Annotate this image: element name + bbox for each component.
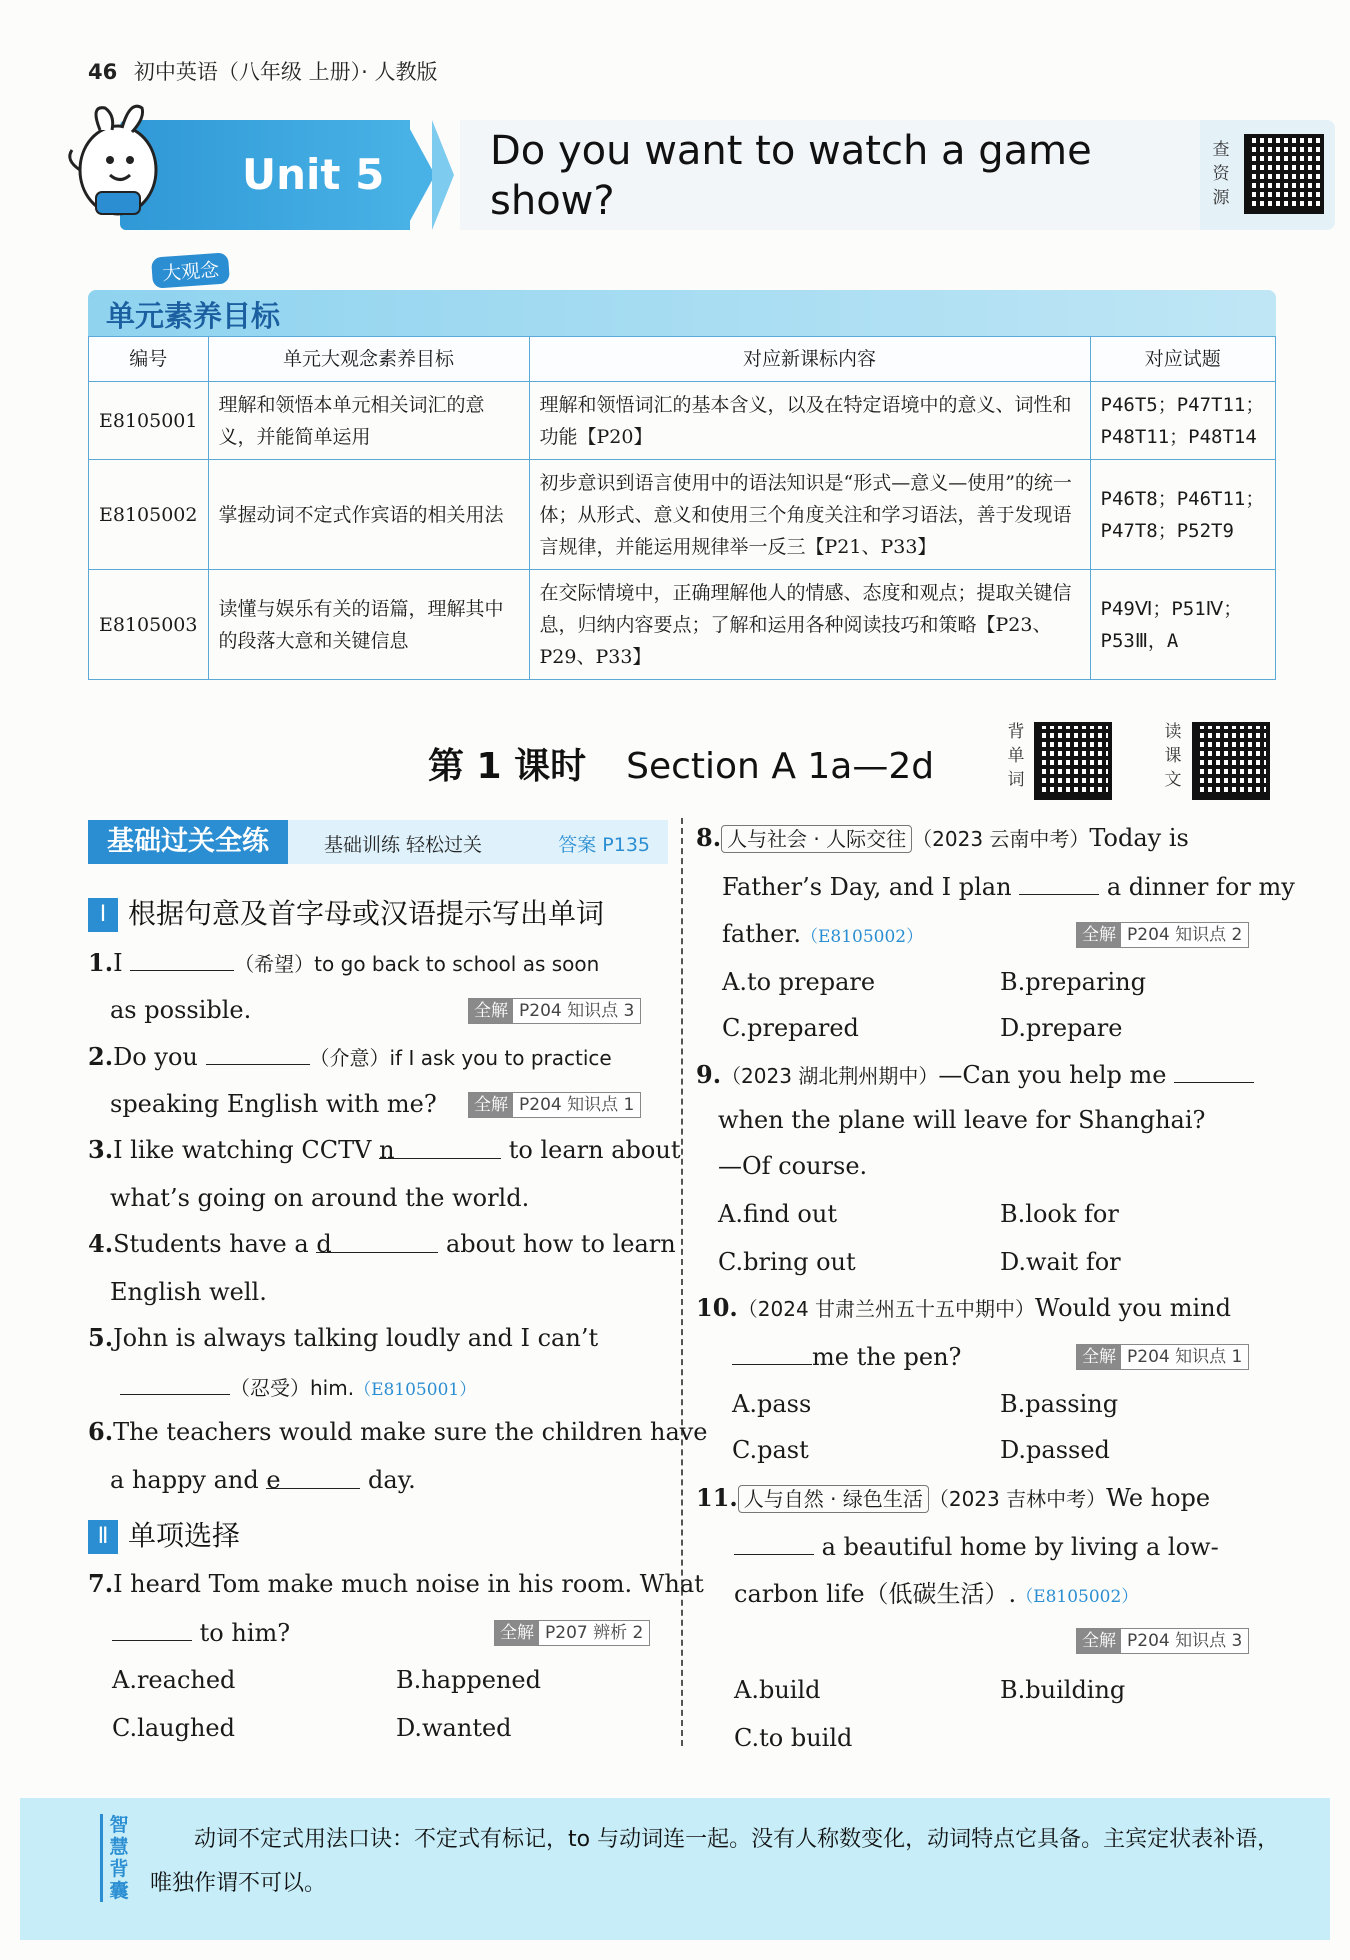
part-number: Ⅰ (88, 898, 118, 932)
option-a[interactable]: A.find out (718, 1200, 837, 1228)
qr-code-icon[interactable] (1192, 722, 1270, 800)
question-text: Would you mind (1035, 1294, 1231, 1322)
question-text: carbon life（低碳生活）. (734, 1580, 1017, 1608)
question-4 (88, 1228, 676, 1260)
question-text: to learn about (508, 1136, 681, 1164)
question-7-cont (112, 1616, 290, 1649)
item-refs: P46T8；P46T11；P47T8；P52T9 (1090, 460, 1276, 570)
option-b[interactable]: B.look for (1000, 1200, 1119, 1228)
question-3-cont: what’s going on around the world. (110, 1184, 530, 1212)
reference-tag (1076, 1344, 1249, 1370)
drill-tag: 基础过关全练 (88, 820, 288, 864)
egg-mascot-icon (60, 100, 170, 230)
question-8-cont (722, 870, 1295, 903)
question-number: 8. (696, 823, 722, 852)
question-source: （2024 甘肃兰州五十五中期中） (737, 1297, 1036, 1321)
reference-key: 全解 (1077, 923, 1121, 947)
question-source: （2023 湖北荆州期中） (721, 1064, 939, 1088)
reference-tag (494, 1620, 650, 1646)
reference-key: 全解 (469, 999, 513, 1023)
question-9 (696, 1058, 1254, 1092)
lesson-section: Section A 1a—2d (626, 746, 935, 787)
drill-answer-ref: 答案 P135 (558, 834, 650, 856)
question-number: 2. (88, 1042, 114, 1071)
topic-tag: 人与社会 · 人际交往 (721, 825, 912, 853)
question-text: a happy and (110, 1466, 259, 1494)
initial-letter: n (379, 1136, 395, 1164)
goals-tag: 大观念 (151, 252, 230, 288)
table-row (89, 570, 1276, 680)
col-header: 编号 (89, 337, 209, 382)
tip-text: 动词不定式用法口诀：不定式有标记，to 与动词连一起。没有人称数变化，动词特点它具备。主宾定状表补语，唯独作谓不可以。 (150, 1827, 1280, 1896)
reference-tag (1076, 1628, 1249, 1654)
question-text: Students have a (113, 1230, 309, 1258)
option-c[interactable]: C.laughed (112, 1714, 235, 1742)
tip-label: 智慧背囊 (100, 1814, 131, 1902)
question-11-cont (734, 1578, 1138, 1613)
col-header: 单元大观念素养目标 (208, 337, 529, 382)
part-number: Ⅱ (88, 1520, 118, 1554)
goal-code: E8105003 (89, 570, 209, 680)
goals-table (88, 336, 1276, 680)
lesson-title (428, 738, 934, 789)
question-8 (696, 822, 1189, 855)
qr-label: 背单词 (1007, 722, 1025, 790)
part-title: 单项选择 (128, 1519, 241, 1552)
drill-subtitle: 基础训练 轻松过关 (324, 834, 483, 856)
answer-blank[interactable] (130, 946, 234, 971)
initial-letter: e (266, 1466, 281, 1494)
question-5 (88, 1322, 598, 1354)
question-text: father. (722, 920, 801, 948)
question-4-cont: English well. (110, 1278, 267, 1306)
question-9-cont: when the plane will leave for Shanghai? (718, 1106, 1206, 1134)
goal-text: 理解和领悟本单元相关词汇的意义，并能简单运用 (208, 382, 529, 460)
qr-label: 读课文 (1164, 722, 1182, 790)
option-c[interactable]: C.prepared (722, 1014, 859, 1042)
option-c[interactable]: C.to build (734, 1724, 853, 1752)
standard-text: 理解和领悟词汇的基本含义，以及在特定语境中的意义、词性和功能【P20】 (529, 382, 1090, 460)
question-number: 7. (88, 1569, 114, 1598)
qr-label: 查资源 (1212, 140, 1230, 208)
option-b[interactable]: B.happened (396, 1666, 541, 1694)
question-5-cont (120, 1370, 476, 1406)
option-c[interactable]: C.past (732, 1436, 809, 1464)
option-d[interactable]: D.wanted (396, 1714, 512, 1742)
objective-code: （E8105002） (1016, 1587, 1139, 1607)
goal-text: 掌握动词不定式作宾语的相关用法 (208, 460, 529, 570)
question-text: We hope (1106, 1484, 1211, 1512)
reference-key: 全解 (469, 1093, 513, 1117)
chevron-icon (405, 120, 435, 230)
unit-banner (60, 120, 1275, 238)
unit-title-box (460, 120, 1200, 230)
lesson-number: 第 1 课时 (428, 746, 587, 787)
reference-value: P204 知识点 1 (519, 1095, 635, 1115)
question-text: Today is (1089, 824, 1189, 852)
question-text: Do you (113, 1043, 198, 1071)
initial-letter: d (316, 1230, 332, 1258)
reference-tag (468, 998, 641, 1024)
page-number: 46 (88, 60, 118, 84)
question-number: 11. (696, 1483, 738, 1512)
question-7 (88, 1568, 704, 1600)
goals-header (88, 290, 1276, 336)
item-refs: P49Ⅵ；P51Ⅳ；P53Ⅲ，A (1090, 570, 1276, 680)
table-row (89, 382, 1276, 460)
question-1-cont: as possible. (110, 996, 252, 1024)
question-text: I like watching CCTV (113, 1136, 372, 1164)
option-a[interactable]: A.reached (112, 1666, 236, 1694)
book-title: 初中英语（八年级 上册）· 人教版 (133, 60, 438, 84)
question-number: 1. (88, 948, 114, 977)
question-text: a dinner for my (1106, 873, 1295, 901)
qr-code-icon[interactable] (1244, 134, 1324, 214)
question-text: （希望）to go back to school as soon (234, 952, 600, 976)
answer-blank[interactable] (732, 1340, 812, 1365)
reference-key: 全解 (1077, 1345, 1121, 1369)
question-10 (696, 1292, 1231, 1325)
question-number: 5. (88, 1323, 114, 1352)
question-text: a beautiful home by living a low- (821, 1533, 1219, 1561)
question-text: —Can you help me (938, 1061, 1167, 1089)
question-2 (88, 1040, 612, 1074)
wisdom-tip-box (20, 1798, 1330, 1940)
answer-blank[interactable] (1174, 1058, 1254, 1083)
col-header: 对应试题 (1090, 337, 1276, 382)
question-8-cont (722, 918, 923, 953)
option-d[interactable]: D.prepare (1000, 1014, 1123, 1042)
option-a[interactable]: A.to prepare (722, 968, 876, 996)
question-text: me the pen? (812, 1343, 962, 1371)
option-c[interactable]: C.bring out (718, 1248, 856, 1276)
answer-blank[interactable] (120, 1370, 230, 1395)
resource-qr-box[interactable] (1200, 120, 1335, 230)
answer-blank[interactable] (1019, 870, 1099, 895)
topic-tag: 人与自然 · 绿色生活 (738, 1485, 929, 1513)
col-header: 对应新课标内容 (529, 337, 1090, 382)
question-number: 9. (696, 1060, 722, 1089)
question-11 (696, 1482, 1210, 1515)
option-b[interactable]: B.building (1000, 1676, 1126, 1704)
question-text: John is always talking loudly and I can’t (113, 1324, 599, 1352)
table-header-row (89, 337, 1276, 382)
goal-text: 读懂与娱乐有关的语篇，理解其中的段落大意和关键信息 (208, 570, 529, 680)
qr-code-icon[interactable] (1034, 722, 1112, 800)
question-source: （2023 吉林中考） (928, 1487, 1107, 1511)
option-b[interactable]: B.passing (1000, 1390, 1119, 1418)
reference-value: P204 知识点 3 (1127, 1631, 1243, 1651)
goal-code: E8105001 (89, 382, 209, 460)
drill-bar (88, 820, 668, 864)
question-text: （介意）if I ask you to practice (309, 1046, 612, 1070)
question-text: I heard Tom make much noise in his room. What (113, 1570, 704, 1598)
option-d[interactable]: D.wait for (1000, 1248, 1121, 1276)
answer-blank[interactable] (379, 1134, 501, 1164)
reference-value: P204 知识点 3 (519, 1001, 635, 1021)
question-number: 6. (88, 1417, 114, 1446)
question-2-cont: speaking English with me? (110, 1090, 437, 1118)
question-text: The teachers would make sure the children have (113, 1418, 708, 1446)
question-1 (88, 946, 599, 980)
answer-blank[interactable] (734, 1530, 814, 1555)
reference-tag (468, 1092, 641, 1118)
question-10-cont (732, 1340, 961, 1373)
reference-value: P207 辨析 2 (545, 1623, 644, 1643)
objective-code: （E8105001） (354, 1380, 477, 1400)
option-a[interactable]: A.pass (732, 1390, 812, 1418)
question-text: （忍受）him. (230, 1376, 355, 1400)
chevron-icon (432, 120, 454, 230)
reference-key: 全解 (1077, 1629, 1121, 1653)
page-header (88, 56, 437, 86)
goal-code: E8105002 (89, 460, 209, 570)
option-d[interactable]: D.passed (1000, 1436, 1110, 1464)
question-9-cont: —Of course. (718, 1152, 868, 1180)
column-divider (681, 818, 683, 1746)
standard-text: 在交际情境中，正确理解他人的情感、态度和观点；提取关键信息，归纳内容要点；了解和运用各种阅读技巧和策略【P23、P29、P33】 (529, 570, 1090, 680)
table-row (89, 460, 1276, 570)
question-text: day. (368, 1466, 416, 1494)
standard-text: 初步意识到语言使用中的语法知识是“形式—意义—使用”的统一体；从形式、意义和使用三个角度关注和学习语法，善于发现语言规律，并能运用规律举一反三【P21、P33】 (529, 460, 1090, 570)
reference-value: P204 知识点 2 (1127, 925, 1243, 945)
answer-blank[interactable] (266, 1464, 360, 1494)
question-text: about how to learn (445, 1230, 676, 1258)
question-text: to him? (199, 1619, 291, 1647)
option-b[interactable]: B.preparing (1000, 968, 1146, 996)
objective-code: （E8105002） (800, 927, 924, 947)
question-number: 10. (696, 1293, 738, 1322)
question-number: 3. (88, 1135, 114, 1164)
answer-blank[interactable] (112, 1616, 192, 1641)
reference-value: P204 知识点 1 (1127, 1347, 1243, 1367)
answer-blank[interactable] (316, 1228, 438, 1258)
part-title: 根据句意及首字母或汉语提示写出单词 (128, 897, 605, 930)
reference-key: 全解 (495, 1621, 539, 1645)
question-source: （2023 云南中考） (912, 827, 1090, 851)
unit-label: Unit 5 (242, 150, 385, 199)
item-refs: P46T5；P47T11；P48T11；P48T14 (1090, 382, 1276, 460)
question-6 (88, 1416, 708, 1448)
question-11-cont (734, 1530, 1219, 1563)
option-a[interactable]: A.build (734, 1676, 821, 1704)
reference-tag (1076, 922, 1249, 948)
part-heading (88, 892, 604, 932)
answer-blank[interactable] (206, 1040, 310, 1065)
part-heading (88, 1514, 240, 1554)
goals-title: 单元素养目标 (106, 299, 281, 333)
question-number: 4. (88, 1229, 114, 1258)
question-3 (88, 1134, 680, 1166)
question-text: Father’s Day, and I plan (722, 873, 1012, 901)
question-6-cont (110, 1464, 416, 1496)
question-text: I (113, 949, 123, 977)
unit-title: Do you want to watch a game show? (490, 128, 1092, 224)
